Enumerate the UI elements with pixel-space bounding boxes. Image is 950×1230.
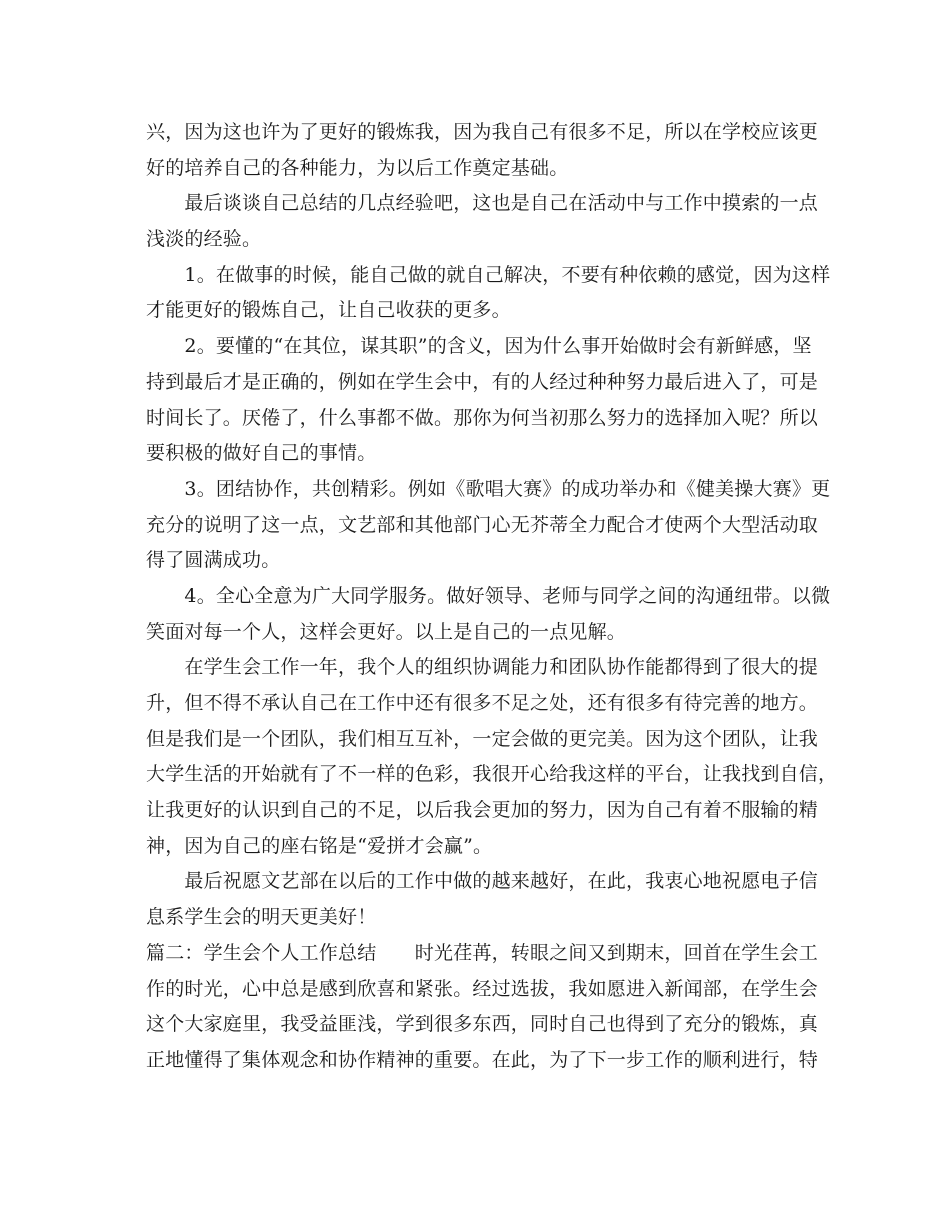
- text-line: 1。在做事的时候，能自己做的就自己解决，不要有种依赖的感觉，因为这样: [146, 263, 831, 286]
- text-line: 篇二：学生会个人工作总结 时光荏苒，转眼之间又到期末，回首在学生会工: [146, 941, 819, 964]
- text-line: 2。要懂的“在其位，谋其职”的含义，因为什么事开始做时会有新鲜感，坚: [146, 335, 812, 358]
- text-line: 让我更好的认识到自己的不足，以后我会更加的努力，因为自己有着不服输的精: [146, 799, 819, 822]
- text-line: 升，但不得不承认自己在工作中还有很多不足之处，还有很多有待完善的地方。: [146, 692, 819, 714]
- text-line: 但是我们是一个团队，我们相互互补，一定会做的更完美。因为这个团队，让我: [146, 727, 819, 750]
- text-line: 大学生活的开始就有了不一样的色彩，我很开心给我这样的平台，让我找到自信，: [146, 763, 838, 786]
- text-line: 在学生会工作一年，我个人的组织协调能力和团队协作能都得到了很大的提: [146, 656, 819, 679]
- text-line: 这个大家庭里，我受益匪浅，学到很多东西，同时自己也得到了充分的锻炼，真: [146, 1013, 819, 1036]
- text-line: 笑面对每一个人，这样会更好。以上是自己的一点见解。: [146, 620, 627, 643]
- document-body: [146, 115, 838, 1079]
- text-line: 充分的说明了这一点，文艺部和其他部门心无芥蒂全力配合才使两个大型活动取: [146, 513, 819, 536]
- text-line: 正地懂得了集体观念和协作精神的重要。在此，为了下一步工作的顺利进行，特: [146, 1048, 819, 1071]
- text-line: 4。全心全意为广大同学服务。做好领导、老师与同学之间的沟通纽带。以微: [146, 584, 831, 607]
- text-line: 得了圆满成功。: [146, 549, 281, 572]
- text-line: 浅淡的经验。: [146, 228, 262, 251]
- text-line: 才能更好的锻炼自己，让自己收获的更多。: [146, 299, 511, 322]
- text-line: 息系学生会的明天更美好！: [146, 906, 377, 929]
- text-line: 神，因为自己的座右铭是“爱拼才会赢”。: [146, 834, 493, 857]
- text-line: 最后谈谈自己总结的几点经验吧，这也是自己在活动中与工作中摸索的一点: [146, 192, 819, 215]
- text-line: 持到最后才是正确的，例如在学生会中，有的人经过种种努力最后进入了，可是: [146, 370, 819, 393]
- text-line: 要积极的做好自己的事情。: [146, 442, 377, 465]
- text-line: 时间长了。厌倦了，什么事都不做。那你为何当初那么努力的选择加入呢？所以: [146, 406, 819, 429]
- text-line: 3。团结协作，共创精彩。例如《歌唱大赛》的成功举办和《健美操大赛》更: [146, 477, 831, 500]
- text-line: 好的培养自己的各种能力，为以后工作奠定基础。: [146, 156, 569, 179]
- text-line: 作的时光，心中总是感到欣喜和紧张。经过选拔，我如愿进入新闻部，在学生会: [146, 977, 819, 1000]
- text-line: 最后祝愿文艺部在以后的工作中做的越来越好，在此，我衷心地祝愿电子信: [146, 870, 819, 893]
- text-line: 兴，因为这也许为了更好的锻炼我，因为我自己有很多不足，所以在学校应该更: [146, 121, 819, 143]
